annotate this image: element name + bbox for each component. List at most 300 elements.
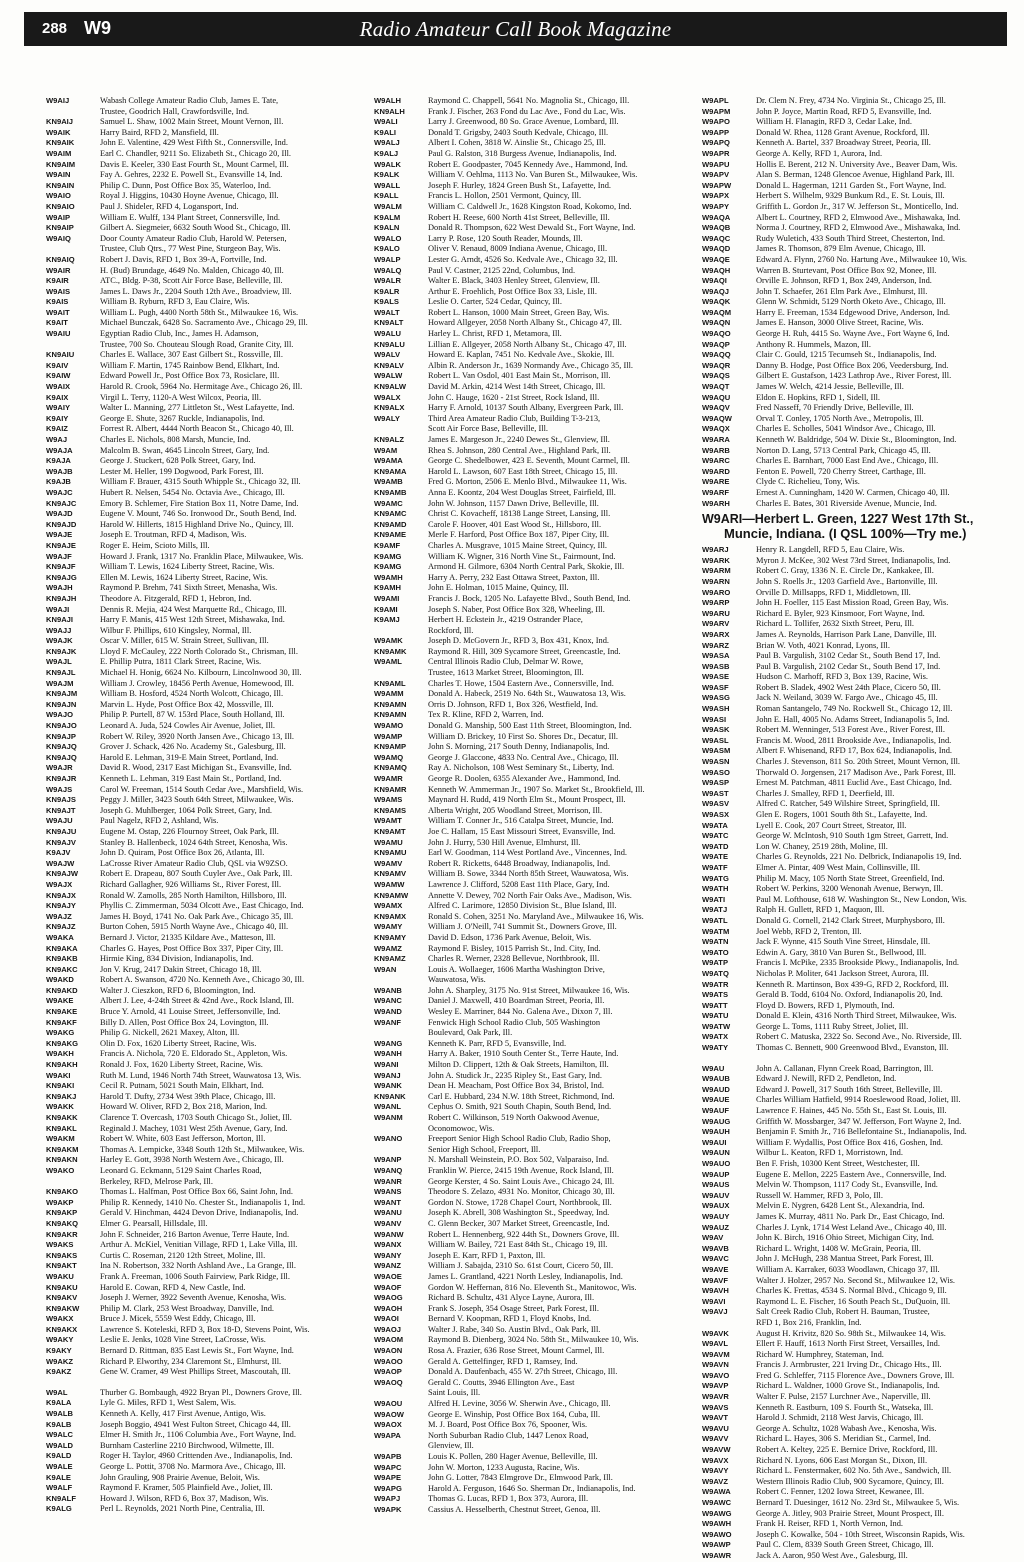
call-sign: K9AMG [374, 551, 402, 561]
call-sign: W9ATL [702, 915, 728, 925]
call-sign: W9AMV [374, 858, 403, 868]
listing-text: Boulevard, Oak Park, Ill. [428, 1028, 513, 1038]
listing-entry [374, 732, 674, 743]
call-sign: KN9AMK [374, 646, 407, 656]
listing-entry [46, 657, 346, 668]
listing-entry [46, 1451, 346, 1462]
listing-entry [374, 710, 674, 721]
magazine-title: Radio Amateur Call Book Magazine [359, 17, 672, 41]
listing-text: Melvin W. Thompson, 1117 Cody St., Evansville, Ind. [756, 1180, 938, 1190]
call-sign: W9AMH [374, 572, 403, 582]
notice-line-1: W9ARI—Herbert L. Green, 1227 West 17th St., [702, 512, 974, 527]
listing-text: Billy D. Allen, Post Office Box 24, Lovington, Ill. [100, 1017, 269, 1027]
call-sign: W9AVP [702, 1381, 729, 1391]
listing-text: Virgil L. Terry, 1120-A West Wilcox, Peoria, Ill. [100, 392, 262, 402]
call-sign: W9AVU [702, 1423, 729, 1433]
call-sign: KN9AKV [46, 1293, 78, 1303]
listing-entry [46, 859, 346, 870]
listing-entry [374, 234, 674, 245]
listing-text: Anthony R. Hummels, Mazon, Ill. [756, 339, 871, 349]
listing-entry [702, 1487, 1002, 1498]
call-sign: K9AIZ [46, 424, 68, 434]
listing-entry [46, 668, 346, 679]
listing-entry [374, 1473, 674, 1484]
listing-entry [702, 96, 1002, 107]
listing-text: Tex R. Kline, RFD 2, Warren, Ind. [428, 710, 544, 720]
listing-columns [46, 96, 1002, 1560]
listing-text: Marvin L. Hyde, Post Office Box 42, Mossville, Ill. [100, 699, 274, 709]
call-sign: K9AMH [374, 583, 402, 593]
call-sign: W9AVJ [702, 1307, 728, 1317]
listing-entry [374, 297, 674, 308]
listing-entry [374, 244, 674, 255]
listing-entry [702, 371, 1002, 382]
listing-text: Leslie O. Carter, 524 Cedar, Quincy, Ill. [428, 297, 562, 307]
listing-entry [46, 1261, 346, 1272]
listing-text: James W. Welch, 4214 Jessie, Belleville, Ill. [756, 382, 904, 392]
listing-text: William E. Wulff, 134 Plant Street, Connersville, Ind. [100, 212, 280, 222]
listing-text: Christ C. Kovacheff, 18138 Lange Street, Lansing, Ill. [428, 509, 611, 519]
listing-entry [374, 1410, 674, 1421]
listing-entry [702, 969, 1002, 980]
call-sign: W9ARJ [702, 545, 729, 555]
call-sign: W9APA [374, 1430, 401, 1440]
listing-entry [46, 393, 346, 404]
listing-text: John S. Morning, 217 South Denny, Indianapolis, Ind. [428, 742, 610, 752]
call-sign: KN9AKX [46, 1324, 78, 1334]
call-sign: KN9AJU [46, 826, 77, 836]
listing-text: Jack N. Weiland, 3039 W. Fargo Ave., Chicago 45, Ill. [756, 693, 938, 703]
listing-text: George L. Toms, 1111 Ruby Street, Joliet, Ill. [756, 1021, 909, 1031]
listing-entry [46, 1081, 346, 1092]
call-sign: W9AQO [702, 329, 731, 339]
listing-entry [374, 869, 674, 880]
listing-entry [46, 721, 346, 732]
listing-entry [374, 1378, 674, 1389]
call-sign: W9AQP [702, 339, 730, 349]
listing-entry [702, 382, 1002, 393]
listing-text: Harry A. Perry, 232 East Ottawa Street, Paxton, Ill. [428, 572, 600, 582]
listing-text: Walter E. Black, 3403 Henley Street, Glenview, Ill. [428, 276, 600, 286]
listing-entry [702, 1318, 1002, 1329]
call-sign: W9AQW [702, 413, 732, 423]
listing-text: Richard L. Tollifer, 2632 Sixth Street, Peru, Ill. [756, 619, 915, 629]
listing-text: Richard W. Humphrey, Stateman, Ind. [756, 1349, 884, 1359]
listing-entry [46, 636, 346, 647]
call-sign: KN9ALV [374, 360, 404, 370]
listing-entry [374, 467, 674, 478]
listing-text: Lester M. Heller, 199 Dogwood, Park Forest, Ill. [100, 466, 264, 476]
listing-entry [702, 651, 1002, 662]
call-sign: W9ALH [374, 96, 401, 105]
listing-entry [702, 1413, 1002, 1424]
listing-text: Lester G. Arndt, 4526 So. Kedvale Ave., Chicago 32, Ill. [428, 254, 618, 264]
listing-text: Raymond B. Dienberg, 3024 No. 58th St., Milwaukee 10, Wis. [428, 1335, 639, 1345]
listing-text: Edward Powell Jr., Post Office Box 73, Rosiclare, Ill. [100, 371, 280, 381]
call-sign: KN9AMB [374, 487, 407, 497]
listing-text: Salt Creek Radio Club, Robert H. Bauman, Trustee, [756, 1307, 930, 1317]
listing-text: William V. Oehlma, 1113 No. Van Buren St., Milwaukee, Wis. [428, 170, 638, 180]
call-sign: W9AKX [46, 1314, 74, 1324]
call-sign: W9AUI [702, 1137, 727, 1147]
listing-entry [702, 138, 1002, 149]
listing-entry [46, 1462, 346, 1473]
listing-entry [46, 679, 346, 690]
listing-entry [702, 350, 1002, 361]
listing-text: John J. Hurry, 530 Hill Avenue, Elmhurst, Ill. [428, 837, 581, 847]
listing-entry [46, 1198, 346, 1209]
listing-text: Fred G. Schleffer, 7115 Florence Ave., Downers Grove, Ill. [756, 1370, 955, 1380]
call-sign: W9AWA [702, 1487, 731, 1497]
listing-text: John A. Sharpley, 3175 No. 91st Street, Milwaukee 16, Wis. [428, 985, 630, 995]
listing-entry [46, 827, 346, 838]
listing-entry [374, 721, 674, 732]
call-sign: W9ATS [702, 990, 729, 1000]
listing-text: Kenneth A. Bartel, 337 Broadway Street, Peoria, Ill. [756, 138, 931, 148]
listing-entry [374, 742, 674, 753]
call-sign: W9AMX [374, 901, 403, 911]
call-sign: W9AQI [702, 276, 727, 286]
call-sign: W9ALR [374, 276, 401, 286]
call-sign: W9AJB [46, 466, 73, 476]
listing-text: Kenneth W. Baldridge, 504 W. Dixie St., Bloomington, Ind. [756, 435, 957, 444]
page-number: 288 [42, 20, 68, 37]
listing-entry [374, 848, 674, 859]
listing-text: Robert C. Gray, 1336 N. E. Circle Dr., Kankakee, Ill. [756, 566, 934, 576]
listing-entry [702, 1551, 1002, 1562]
listing-entry [374, 181, 674, 192]
listing-entry [702, 287, 1002, 298]
listing-entry [702, 1159, 1002, 1170]
listing-text: Frank J. Fischer, 263 Fond du Lac Ave., Fond du Lac, Wis. [428, 106, 626, 116]
call-sign: KN9AMY [374, 932, 407, 942]
listing-entry [702, 545, 1002, 556]
call-sign: W9AOX [374, 1420, 402, 1430]
listing-text: Floyd D. Bowers, RFD 1, Plymouth, Ind. [756, 1000, 895, 1010]
call-sign: W9AQN [702, 318, 731, 328]
call-sign: W9AVC [702, 1254, 729, 1264]
listing-text: Francis M. Wood, 2811 Brookside Ave., Indianapolis, Ind. [756, 735, 952, 745]
listing-text: Roman Santangelo, 749 No. Rockwell St., Chicago 12, Ill. [756, 704, 953, 714]
call-sign: W9ATC [702, 831, 729, 841]
listing-text: Charles A. Musgrave, 1015 Maine Street, Quincy, Ill. [428, 540, 608, 550]
listing-entry [702, 895, 1002, 906]
listing-text: Myron J. McKee, 302 West 73rd Street, Indianapolis, Ind. [756, 555, 951, 565]
listing-text: James H. Boyd, 1741 No. Oak Park Ave., Chicago 35, Ill. [100, 911, 294, 921]
listing-entry [46, 1398, 346, 1409]
call-sign: W9ALL [374, 180, 401, 190]
listing-entry [374, 552, 674, 563]
listing-entry [46, 1357, 346, 1368]
call-sign: W9AQJ [702, 286, 730, 296]
listing-text: Carole F. Hoover, 401 East Wood St., Hillsboro, Ill. [428, 519, 602, 529]
listing-text: Paul Nagelz, RFD 2, Ashland, Wis. [100, 816, 219, 826]
listing-entry [702, 1392, 1002, 1403]
listing-text: Ina N. Robertson, 332 North Ashland Ave., La Grange, Ill. [100, 1261, 296, 1271]
listing-text: Benjamin F. Smith Jr., 716 Bellefontaine St., Indianapolis, Ind. [756, 1127, 967, 1137]
listing-entry [702, 715, 1002, 726]
call-sign: W9AIN [46, 170, 71, 180]
listing-text: John W. Johnson, 1157 Dawn Drive, Belleville, Ill. [428, 498, 599, 508]
listing-entry [46, 1007, 346, 1018]
call-sign: W9AUZ [702, 1222, 729, 1232]
listing-text: Thorwald O. Jorgensen, 217 Madison Ave., Park Forest, Ill. [756, 767, 956, 777]
listing-entry [46, 838, 346, 849]
listing-text: Thomas L. Halfman, Post Office Box 66, Saint John, Ind. [100, 1187, 293, 1197]
listing-text: Hollis E. Berent, 212 N. University Ave., Beaver Dam, Wis. [756, 159, 958, 169]
call-sign: W9ANC [374, 996, 402, 1006]
listing-text: John D. Quiram, Post Office Box 26, Atlanta, Ill. [100, 848, 265, 858]
listing-entry [46, 1483, 346, 1494]
call-sign: KN9AJI [46, 615, 74, 625]
listing-text: Charles J. Lynk, 1714 West Leland Ave., Chicago 40, Ill. [756, 1222, 947, 1232]
call-sign: W9AIK [46, 127, 71, 137]
call-sign: KN9AJL [46, 668, 76, 678]
call-prefix: W9 [84, 18, 111, 38]
listing-entry [46, 774, 346, 785]
listing-entry [702, 202, 1002, 213]
call-sign: W9AOP [374, 1367, 402, 1377]
listing-entry [46, 509, 346, 520]
call-sign: W9ANP [374, 1155, 402, 1165]
listing-entry [374, 689, 674, 700]
call-sign: K9AMG [374, 562, 402, 572]
call-sign: W9AKP [46, 1197, 74, 1207]
call-sign: KN9AKR [46, 1229, 78, 1239]
listing-entry [702, 1117, 1002, 1128]
call-sign: W9ALO [374, 233, 402, 243]
listing-entry [702, 477, 1002, 488]
listing-text: Herbert S. Wilhelm, 9329 Bunkum Rd., E. St. Louis, Ill. [756, 191, 945, 201]
listing-text: George W. McIntosh, 910 South 1gm Street, Garrett, Ind. [756, 831, 949, 841]
listing-entry [374, 1283, 674, 1294]
listing-entry [46, 340, 346, 351]
listing-text: Lillian E. Allgeyer, 2058 North Albany St., Chicago 47, Ill. [428, 339, 627, 349]
call-sign: W9ARN [702, 576, 730, 586]
listing-text: Philip P. Purtell, 87 W. 153rd Place, South Holland, Ill. [100, 710, 285, 720]
call-sign: W9AJS [46, 784, 73, 794]
listing-text: Harold E. Cowan, RFD 4, New Castle, Ind. [100, 1282, 246, 1292]
call-sign: KN9ALW [374, 382, 407, 392]
listing-entry [46, 223, 346, 234]
listing-text: Harold E. Lehman, 319-E Main Street, Portland, Ind. [100, 752, 279, 762]
listing-entry [702, 746, 1002, 757]
listing-entry [46, 96, 346, 107]
call-sign: W9APC [374, 1462, 402, 1472]
listing-entry [702, 704, 1002, 715]
listing-entry [46, 382, 346, 393]
call-sign: W9ALI [374, 117, 398, 127]
listing-text: Charles E. Wallace, 307 East Gilbert St., Rossville, Ill. [100, 350, 283, 360]
listing-entry [46, 1504, 346, 1515]
listing-entry [702, 170, 1002, 181]
listing-text: George A. Jitley, 903 Prairie Street, Mount Prospect, Ill. [756, 1508, 944, 1518]
call-sign: K9ALM [374, 212, 401, 222]
listing-text: Egyptian Radio Club, Inc., James H. Adamson, [100, 329, 259, 339]
call-sign: K9AJA [46, 456, 71, 466]
listing-entry [702, 1148, 1002, 1159]
call-sign: W9ANM [374, 1113, 403, 1122]
call-sign: K9ALB [46, 1419, 72, 1429]
call-sign: W9ALP [374, 254, 401, 264]
call-sign: KN9AKJ [46, 1091, 77, 1101]
call-sign: KN9AJF [46, 562, 76, 572]
call-sign: W9AJR [46, 763, 73, 773]
listing-text: Howard J. Frank, 1317 No. Franklin Place, Milwaukee, Wis. [100, 551, 304, 561]
listing-text: Richard E. Byler, 923 Kinsmoor, Fort Wayne, Ind. [756, 608, 925, 618]
listing-entry [374, 594, 674, 605]
listing-entry [46, 1283, 346, 1294]
listing-text: William B. Ryburn, RFD 3, Eau Claire, Wis. [100, 297, 250, 307]
listing-entry [702, 1233, 1002, 1244]
listing-text: James A. Reynolds, Harrison Park Lane, Danville, Ill. [756, 629, 937, 639]
listing-entry [46, 202, 346, 213]
call-sign: KN9AMT [374, 826, 406, 836]
listing-entry [374, 922, 674, 933]
listing-text: David M. Arkin, 4214 West 14th Street, Chicago, Ill. [428, 382, 606, 392]
call-sign: K9ALD [46, 1451, 72, 1461]
call-sign: KN9ALU [374, 339, 405, 349]
listing-entry [702, 499, 1002, 510]
listing-text: Lyell E. Cook, 207 Court Street, Streator, Ill. [756, 820, 907, 830]
listing-entry [46, 848, 346, 859]
listing-text: Howard J. Wilson, RFD 6, Box 37, Madison, Wis. [100, 1493, 269, 1503]
listing-text: Griffith L. Gordon Jr., 317 W. Jefferson St., Monticello, Ind. [756, 201, 959, 211]
call-sign: W9ANU [374, 1208, 402, 1218]
listing-text: Elmer G. Pearsall, Hillsdale, Ill. [100, 1218, 208, 1228]
listing-entry [46, 1124, 346, 1135]
listing-text: August H. Krivitz, 820 So. 98th St., Milwaukee 14, Wis. [756, 1328, 946, 1338]
listing-entry [374, 1113, 674, 1124]
listing-text: Alfred C. Ratcher, 549 Wilshire Street, Springfield, Ill. [756, 799, 940, 809]
call-sign: W9ANS [374, 1187, 402, 1197]
listing-text: Richard L. Hayes, 306 S. Meridian St., Carmel, Ind. [756, 1434, 931, 1444]
call-sign: W9ATN [702, 937, 729, 947]
listing-entry [46, 1018, 346, 1029]
listing-entry [374, 160, 674, 171]
call-sign: KN9ALT [374, 318, 404, 328]
call-sign: W9ATX [702, 1032, 729, 1042]
listing-entry [374, 996, 674, 1007]
listing-entry [702, 831, 1002, 842]
listing-entry [702, 641, 1002, 652]
listing-entry [702, 149, 1002, 160]
listing-entry [46, 1304, 346, 1315]
listing-entry [46, 1409, 346, 1420]
call-sign: W9ALU [374, 329, 401, 339]
listing-entry [702, 276, 1002, 287]
listing-text: Gilbert E. Gustafson, 1423 Lathrop Ave., River Forest, Ill. [756, 371, 952, 381]
listing-entry [46, 160, 346, 171]
listing-entry [702, 990, 1002, 1001]
call-sign: KN9AMW [374, 890, 409, 900]
call-sign: KN9AKB [46, 954, 78, 964]
listing-text: Grover J. Schack, 426 No. Academy St., Galesburg, Ill. [100, 742, 286, 752]
call-sign: W9AJK [46, 636, 73, 646]
listing-text: Paul G. Ralston, 318 Burgess Avenue, Indianapolis, Ind. [428, 148, 617, 158]
listing-text: Dennis R. Mejia, 424 West Marquette Rd., Chicago, Ill. [100, 604, 287, 614]
call-sign: W9ATJ [702, 905, 728, 915]
listing-entry [374, 1102, 674, 1113]
listing-text: Western Illinois Radio Club, 900 Sycamore, Quincy, Ill. [756, 1476, 944, 1486]
call-sign: W9ARK [702, 555, 730, 565]
call-sign: W9AMC [374, 498, 403, 508]
call-sign: W9ASX [702, 810, 730, 819]
listing-entry [46, 1367, 346, 1378]
listing-entry [374, 1463, 674, 1474]
listing-entry [46, 435, 346, 446]
listing-entry [46, 361, 346, 372]
listing-text: John C. Hauge, 1620 - 21st Street, Rock Island, Ill. [428, 392, 600, 402]
listing-entry [374, 499, 674, 510]
listing-entry [702, 874, 1002, 885]
listing-entry [374, 424, 674, 435]
call-sign: K9ALR [374, 286, 400, 296]
listing-entry [46, 626, 346, 637]
listing-entry [46, 1388, 346, 1399]
listing-entry [702, 1127, 1002, 1138]
listing-text: Charles William Hatfield, 9914 Roeslewood Road, Joliet, Ill. [756, 1095, 961, 1105]
call-sign: W9AKK [46, 1102, 74, 1112]
call-sign: W9AOI [374, 1314, 399, 1324]
listing-entry [702, 556, 1002, 567]
listing-text: John E. Holman, 1015 Maine, Quincy, Ill. [428, 583, 569, 593]
listing-text: Forrest R. Albert, 4444 North Beacon St., Chicago 40, Ill. [100, 424, 294, 434]
listing-entry [46, 732, 346, 743]
listing-entry [374, 1357, 674, 1368]
listing-text: Albert L. Courtney, RFD 2, Elmwood Ave., Mishawaka, Ind. [756, 212, 961, 222]
call-sign: KN9AMC [374, 509, 407, 519]
listing-text: Donald W. Rhea, 1128 Grant Avenue, Rockford, Ill. [756, 127, 930, 137]
listing-text: Robert B. Sladek, 4902 West 24th Place, Cicero 50, Ill. [756, 682, 941, 692]
call-sign: KN9AMD [374, 519, 407, 529]
listing-text: Robert J. Davis, RFD 1, Box 39-A, Fortville, Ind. [100, 254, 267, 264]
listing-text: Fred Nasseff, 70 Friendly Drive, Belleville, Ill. [756, 403, 914, 413]
listing-entry [46, 308, 346, 319]
call-sign [374, 1441, 428, 1452]
call-sign: KN9AKH [46, 1060, 78, 1070]
listing-text: Curtis C. Roseman, 2120 12th Street, Moline, Ill. [100, 1250, 266, 1260]
call-sign: K9AIV [46, 360, 69, 370]
listing-entry [46, 922, 346, 933]
listing-text: Theodore S. Zelazo, 4931 No. Monitor, Chicago 30, Ill. [428, 1187, 615, 1197]
call-sign: KN9AJN [46, 699, 77, 709]
call-sign: W9AML [374, 657, 402, 667]
listing-entry [374, 1494, 674, 1505]
call-sign: W9AIT [46, 307, 70, 317]
call-sign: W9ALX [374, 392, 401, 402]
call-sign: W9AKH [46, 1049, 74, 1059]
listing-text: Richard B. Schultz, 431 Alyce Layne, Aurora, Ill. [428, 1293, 595, 1303]
call-sign: W9APO [702, 117, 730, 127]
listing-text: Reginald J. Machey, 1031 West 25th Avenue, Gary, Ind. [100, 1123, 288, 1133]
listing-entry [702, 1424, 1002, 1435]
call-sign: W9AMT [374, 816, 402, 826]
listing-text: Herbert H. Eckstein Jr., 4219 Ostrander Place, [428, 615, 583, 625]
call-sign: KN9AKA [46, 943, 78, 953]
listing-entry [374, 1325, 674, 1336]
listing-text: Milton D. Clippert, 12th & Oak Streets, Hamilton, Ill. [428, 1060, 609, 1070]
listing-text: Walter J. Rabe, 340 So. Austin Blvd., Oak Park, Ill. [428, 1324, 601, 1334]
listing-entry [46, 552, 346, 563]
listing-entry [702, 1085, 1002, 1096]
listing-entry [374, 1092, 674, 1103]
listing-entry [374, 1018, 674, 1029]
listing-text: Samuel L. Shaw, 1002 Main Street, Mount Vernon, Ill. [100, 117, 284, 127]
listing-text: Harry A. Baker, 1910 South Center St., Terre Haute, Ind. [428, 1049, 619, 1059]
listing-entry [374, 700, 674, 711]
listing-entry [46, 1071, 346, 1082]
